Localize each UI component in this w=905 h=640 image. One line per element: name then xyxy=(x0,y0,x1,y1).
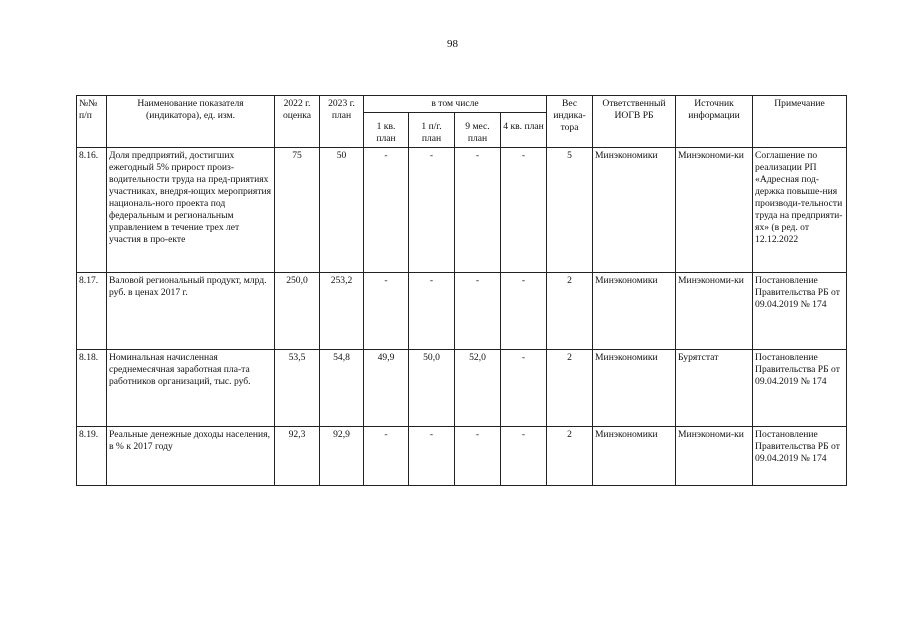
cell-9m: - xyxy=(455,273,501,350)
cell-2022: 75 xyxy=(275,148,320,273)
header-2023: 2023 г. план xyxy=(320,96,364,148)
cell-source: Бурятстат xyxy=(676,350,753,427)
cell-2022: 53,5 xyxy=(275,350,320,427)
header-2022: 2022 г. оценка xyxy=(275,96,320,148)
cell-2022: 92,3 xyxy=(275,427,320,486)
table-row xyxy=(77,273,847,350)
cell-num: 8.17. xyxy=(77,273,107,350)
header-note: Примечание xyxy=(753,96,847,148)
page-number: 98 xyxy=(447,38,458,50)
cell-9m: 52,0 xyxy=(455,350,501,427)
header-q4: 4 кв. план xyxy=(501,113,547,148)
header-9m: 9 мес. план xyxy=(455,113,501,148)
cell-note: Постановление Правительства РБ от 09.04.2019 № 174 xyxy=(753,350,847,427)
cell-responsible: Минэкономики xyxy=(593,148,676,273)
cell-name: Валовой региональный продукт, млрд. руб. в ценах 2017 г. xyxy=(107,273,275,350)
cell-name: Номинальная начисленная среднемесячная заработная пла-та работников организаций, тыс. руб. xyxy=(107,350,275,427)
table-row xyxy=(77,427,847,486)
cell-q4: - xyxy=(501,427,547,486)
cell-q4: - xyxy=(501,350,547,427)
indicators-table xyxy=(76,95,847,486)
cell-note: Постановление Правительства РБ от 09.04.2019 № 174 xyxy=(753,427,847,486)
cell-name: Доля предприятий, достигших ежегодный 5% прирост произ-водительности труда на пред-приятиях участниках, внедря-ющих мероприятия националь-ного проекта под федеральным и региональным управлением в течение трех лет участия в про-екте xyxy=(107,148,275,273)
cell-2022: 250,0 xyxy=(275,273,320,350)
table-row xyxy=(77,148,847,273)
header-name: Наименование показателя (индикатора), ед. изм. xyxy=(107,96,275,148)
cell-source: Минэкономи-ки xyxy=(676,273,753,350)
cell-9m: - xyxy=(455,148,501,273)
header-responsible: Ответственный ИОГВ РБ xyxy=(593,96,676,148)
cell-num: 8.18. xyxy=(77,350,107,427)
cell-weight: 2 xyxy=(547,273,593,350)
header-num: №№ п/п xyxy=(77,96,107,148)
cell-q1: 49,9 xyxy=(364,350,409,427)
cell-9m: - xyxy=(455,427,501,486)
cell-2023: 50 xyxy=(320,148,364,273)
cell-q1: - xyxy=(364,427,409,486)
cell-num: 8.16. xyxy=(77,148,107,273)
header-including: в том числе xyxy=(364,96,547,113)
cell-responsible: Минэкономики xyxy=(593,350,676,427)
cell-h1: - xyxy=(409,427,455,486)
header-h1: 1 п/г. план xyxy=(409,113,455,148)
cell-q1: - xyxy=(364,273,409,350)
table-row xyxy=(77,350,847,427)
cell-h1: 50,0 xyxy=(409,350,455,427)
cell-weight: 2 xyxy=(547,427,593,486)
cell-2023: 92,9 xyxy=(320,427,364,486)
cell-2023: 54,8 xyxy=(320,350,364,427)
cell-note: Соглашение по реализации РП «Адресная под-держка повыше-ния производи-тельности труда на предприяти-ях» (в ред. от 12.12.2022 xyxy=(753,148,847,273)
cell-source: Минэкономи-ки xyxy=(676,148,753,273)
cell-responsible: Минэкономики xyxy=(593,427,676,486)
header-weight: Вес индика-тора xyxy=(547,96,593,148)
cell-name: Реальные денежные доходы населения, в % к 2017 году xyxy=(107,427,275,486)
cell-q1: - xyxy=(364,148,409,273)
cell-h1: - xyxy=(409,148,455,273)
header-q1: 1 кв. план xyxy=(364,113,409,148)
cell-note: Постановление Правительства РБ от 09.04.2019 № 174 xyxy=(753,273,847,350)
cell-h1: - xyxy=(409,273,455,350)
cell-responsible: Минэкономики xyxy=(593,273,676,350)
header-source: Источник информации xyxy=(676,96,753,148)
cell-source: Минэкономи-ки xyxy=(676,427,753,486)
cell-weight: 2 xyxy=(547,350,593,427)
cell-q4: - xyxy=(501,148,547,273)
header-row xyxy=(77,96,847,113)
cell-q4: - xyxy=(501,273,547,350)
cell-2023: 253,2 xyxy=(320,273,364,350)
cell-weight: 5 xyxy=(547,148,593,273)
cell-num: 8.19. xyxy=(77,427,107,486)
